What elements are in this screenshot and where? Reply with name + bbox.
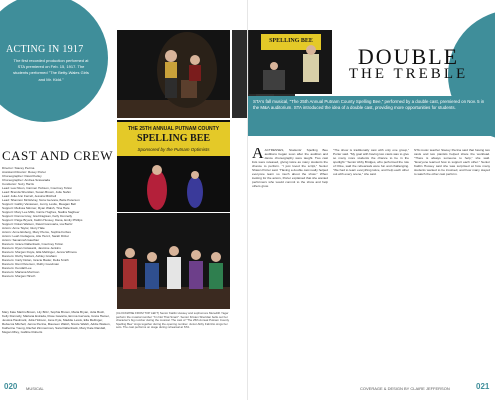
photo-spelling-bee-banner: [249, 30, 332, 94]
photo-spelling-bee-cast: [117, 120, 230, 212]
cast-list-item: Dancers: Reni Peterson, Ruthy Goodman: [2, 262, 60, 266]
cast-list-item: Dancers: Carly Dolan, Gracie Bader, Delia Smith: [2, 258, 69, 262]
acting-title: ACTING IN 1917: [6, 44, 84, 55]
cast-crew-list: [2, 166, 112, 310]
drop-cap: A: [252, 148, 264, 162]
cast-list-item: Dancers: Mariana Morrison: [2, 270, 40, 274]
page-gutter: [247, 0, 248, 400]
cast-list-item: Lead: Lea Nixon, Carmen Hobson, Courtney Tolton: [2, 186, 73, 190]
cast-list-item: Conductor: Suzy Harris: [2, 182, 34, 186]
headline-the-treble: THE TREBLE: [348, 66, 469, 82]
cast-list-item: Actors: Anne Eisberg, Mary Pierce, Sophia Forbes: [2, 230, 71, 234]
intro-text: STA's fall musical, "The 25th Annual Putnam County Spelling Bee," performed by a double cast, premiered on Nov. 5 in the M&A auditorium. STA introduced the idea of a double cast, providing more opportunities for students.: [253, 99, 485, 111]
banner-mid-text: SPELLING BEE: [136, 133, 211, 144]
article-column-1: [252, 148, 328, 354]
cast-list-item: Dancers: Ruthy Nattoni, Ashley Graham: [2, 254, 57, 258]
cast-list-item: Support: Dolan Watson, David Gorovaria, Lia Bertiz: [2, 222, 73, 226]
cast-crew-title: CAST AND CREW: [2, 148, 113, 163]
cast-list-item: Director: Stacey Pecina: [2, 166, 35, 170]
photo-caption: (CLOCKWISE FROM TOP LEFT) Senior Kaitlin Hussey and sophomore Meredith Yager perform the musical number "I'm Not That Smart". Senior Kristen Sheridan belts out her character's big number during the musical. The cast of "The 25th Annual Putnam County Spelling Bee" sings together during the opening number. Junior Abby Fabrizio sings her solo. The cast performs on stage during rehearsal at STA.: [116, 312, 230, 330]
photo-dancers-stage: [117, 213, 230, 309]
banner-bot-text: Sponsored by the Putnam Optimists: [137, 147, 210, 152]
cast-list-item: Actors: Anne Taylor, Glory Hale: [2, 226, 45, 230]
headline-double: DOUBLE: [357, 44, 460, 69]
banner-top-text: THE 25TH ANNUAL PUTNAM COUNTY: [127, 126, 220, 132]
right-page-number: 021: [476, 382, 490, 391]
cast-list-item: Support: Paige Bryant, Kaitlin Hussey, Dana, Emily Phillips: [2, 218, 83, 222]
left-footer-section: MUSICAL: [26, 386, 44, 391]
cast-list-item: Lead: Julie Ann Farrell, Jessica Mitchell: [2, 194, 57, 198]
cast-list-item: Support: Melissa Skinner, Ryan Walsh, Tina Hare: [2, 206, 70, 210]
left-page-number: 020: [4, 382, 18, 391]
banner-right-text: SPELLING BEE: [269, 38, 313, 44]
cast-list-item: Dancers: Morgan Doyle, Ella Mellinger, Jenna Wilmore: [2, 250, 77, 254]
cast-list-item: Lead: Brenda Sheridan, Susan Brown, Julie Nahm: [2, 190, 72, 194]
cast-list-item: Lead: Shannon McGilvray, Nora Gervara, Belle Peterson: [2, 198, 80, 202]
cast-list-item: Choreographer: Andrea Scavarada: [2, 178, 50, 182]
article-column-1-text: ACTRESSES, Students' Spelling Bee auditions began soon after the audition and dance choreography were taught. Two cast lists were released, giving twice as many students the chance to perform. "I just loved the script," Senior Shawn Porter said. "Having a double cast really helped everyone learn so much about the show." When looking for the actors, Porter explained that she wanted performers who would commit to the show and help others grow.: [252, 148, 328, 188]
cast-list-item: Actors: Savannah Gauthier: [2, 238, 40, 242]
cast-list-item: Dancers: Ryan Colasanti, Jasmine Jenkins: [2, 246, 61, 250]
right-byline: COVERAGE & DESIGN BY CLAIRE JEFFERSON: [360, 386, 450, 391]
article-column-2: "The show is traditionally cast with only one group," Porter said. "My goal with having two casts was to give so many more students the chance to be in the spotlight." Senior Abby Bridges, who performed the role of Olive, said the rehearsals were fun and challenging. "We had to learn everything twice, and help each other out with every scene," she said.: [333, 148, 409, 176]
cast-list-item: Assistant Director: Rosey Porter: [2, 170, 47, 174]
cast-list-item: Dancers: Kendall Lee: [2, 266, 32, 270]
cast-list-item: Dancers: Morgan Hirsch: [2, 274, 36, 278]
cast-list-item: Support: Mary Lee Mills, Carrie Hughes, Nadira Sagheer: [2, 210, 80, 214]
cast-list-item: Dancers: Grace Dallenback, Courtney Tolton: [2, 242, 64, 246]
cast-list-item: Support: Donna Gray, Gia Dragisan, Kelly Donnelly: [2, 214, 73, 218]
photo-stage-chairs: [117, 30, 230, 118]
cast-list-item: Choreographer: David Kelley: [2, 174, 42, 178]
acting-text: The first recorded production performed at STA premiered on Feb. 15, 1917. The students performed "The Betty-Wales Girls and Mr. Kidd.": [13, 58, 89, 82]
cast-list-item: Actors: Leah Cudagone, Alie Hercz, Sarah Ditzer: [2, 234, 70, 238]
cast-list-item: Support: Gabby Vanassen, Jenny Leslie, Meagan Bell: [2, 202, 76, 206]
article-column-3: STA music teacher Stacey Pecina said that having two casts and two pianists helped share the workload. "There is always someone to help," she said. "Everyone learned how to support each other." Senior Kaitlin Hussey said she was surprised at how many students wanted to be involved, and how many stayed to watch the other cast perform.: [414, 148, 490, 176]
credits-block: Mary Kate Martin-Brown, Lily Britz, Sophia Brown, Maria Bryan, Julia Bush, Kelly Donnelly, Mariana Estrada, Rose Gavarra, Emma Gervara, Greta Hamer, Jessica Haulmark, Julia Hobson, Jane Kyle, Maddie Lewis, Ella Mellinger, Rebecca Mitchell, Jenna Pecina, Maureen Walsh, Nicole Walsh, Addie Watson, Katherine Young, Rachel Zimmerman, Sara Dallenback, Mary Kate Randall, Megan Riley, Gabbie Roberts: [2, 310, 111, 334]
